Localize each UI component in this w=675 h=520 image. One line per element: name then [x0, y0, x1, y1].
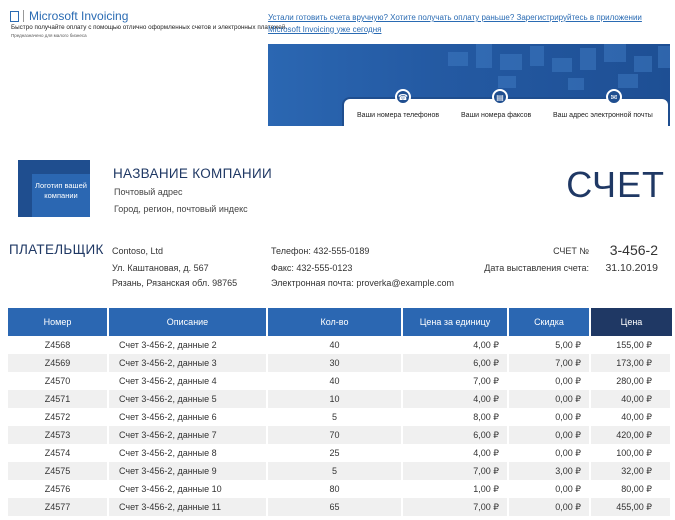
table-header-row — [8, 308, 672, 336]
table-cell: 5 — [268, 462, 403, 480]
company-name: НАЗВАНИЕ КОМПАНИИ — [113, 166, 272, 181]
invoice-number: 3-456-2 — [609, 242, 658, 258]
bill-to-phone: Телефон: 432-555-0189 — [271, 246, 370, 256]
envelope-icon: ✉ — [606, 89, 622, 105]
table-cell: 70 — [268, 426, 403, 444]
table-cell: 4,00 ₽ — [403, 336, 509, 354]
company-logo-placeholder[interactable]: Логотип вашей компании — [32, 174, 90, 217]
table-cell: Счет 3-456-2, данные 7 — [109, 426, 268, 444]
promo-link[interactable]: Устали готовить счета вручную? Хотите получать оплату раньше? Зарегистрируйтесь в приложении Microsoft Invoicing уже сегодня — [268, 13, 642, 34]
table-cell: 0,00 ₽ — [509, 498, 591, 516]
table-row — [8, 480, 672, 498]
bill-to-name: Contoso, Ltd — [112, 246, 164, 256]
table-cell: 7,00 ₽ — [403, 498, 509, 516]
table-cell: 10 — [268, 390, 403, 408]
fax-icon: ▤ — [492, 89, 508, 105]
table-cell: Счет 3-456-2, данные 11 — [109, 498, 268, 516]
column-header-price: Цена — [591, 308, 672, 336]
table-cell: 1,00 ₽ — [403, 480, 509, 498]
table-row — [8, 462, 672, 480]
brand-name: Microsoft Invoicing — [29, 9, 129, 23]
table-cell: 40 — [268, 336, 403, 354]
column-header-description: Описание — [109, 308, 268, 336]
table-cell: Z4568 — [8, 336, 109, 354]
invoice-logo-icon — [10, 11, 19, 22]
table-cell: 5 — [268, 408, 403, 426]
column-header-unit-price: Цена за единицу — [403, 308, 509, 336]
table-cell: Счет 3-456-2, данные 9 — [109, 462, 268, 480]
table-cell: Счет 3-456-2, данные 5 — [109, 390, 268, 408]
table-cell: 0,00 ₽ — [509, 372, 591, 390]
table-cell: 173,00 ₽ — [591, 354, 672, 372]
table-cell: 4,00 ₽ — [403, 444, 509, 462]
contact-tabs — [342, 92, 670, 126]
column-header-discount: Скидка — [509, 308, 591, 336]
logo-separator — [23, 10, 24, 22]
table-cell: Z4576 — [8, 480, 109, 498]
table-cell: Z4569 — [8, 354, 109, 372]
table-row — [8, 426, 672, 444]
table-cell: 40,00 ₽ — [591, 390, 672, 408]
table-row — [8, 444, 672, 462]
table-row — [8, 354, 672, 372]
table-cell: Z4574 — [8, 444, 109, 462]
invoice-items-table — [8, 308, 672, 516]
table-cell: 40,00 ₽ — [591, 408, 672, 426]
table-cell: 455,00 ₽ — [591, 498, 672, 516]
table-cell: 7,00 ₽ — [403, 462, 509, 480]
bill-to-street: Ул. Каштановая, д. 567 — [112, 263, 209, 273]
table-cell: 40 — [268, 372, 403, 390]
invoice-number-label: СЧЕТ № — [553, 246, 589, 256]
bill-to-email: Электронная почта: proverka@example.com — [271, 278, 454, 288]
table-cell: 0,00 ₽ — [509, 390, 591, 408]
table-cell: Z4573 — [8, 426, 109, 444]
table-cell: 80,00 ₽ — [591, 480, 672, 498]
table-cell: 7,00 ₽ — [509, 354, 591, 372]
invoice-date-label: Дата выставления счета: — [484, 263, 589, 273]
table-cell: Z4571 — [8, 390, 109, 408]
small-print: Предназначено для малого бизнеса — [11, 33, 87, 38]
table-cell: 0,00 ₽ — [509, 408, 591, 426]
invoice-date: 31.10.2019 — [605, 262, 658, 274]
table-cell: Счет 3-456-2, данные 8 — [109, 444, 268, 462]
microsoft-invoicing-logo — [10, 8, 128, 24]
table-cell: 5,00 ₽ — [509, 336, 591, 354]
table-cell: Z4570 — [8, 372, 109, 390]
company-city: Город, регион, почтовый индекс — [114, 204, 248, 214]
table-cell: Z4575 — [8, 462, 109, 480]
table-cell: 0,00 ₽ — [509, 444, 591, 462]
invoice-title: СЧЕТ — [566, 164, 665, 205]
table-row — [8, 498, 672, 516]
column-header-number: Номер — [8, 308, 109, 336]
table-cell: 280,00 ₽ — [591, 372, 672, 390]
table-cell: 4,00 ₽ — [403, 390, 509, 408]
tab-phone[interactable]: Ваши номера телефонов — [357, 112, 440, 119]
table-cell: 6,00 ₽ — [403, 426, 509, 444]
company-address: Почтовый адрес — [114, 187, 183, 197]
table-cell: 155,00 ₽ — [591, 336, 672, 354]
table-row — [8, 336, 672, 354]
table-row — [8, 408, 672, 426]
table-cell: 30 — [268, 354, 403, 372]
table-row — [8, 372, 672, 390]
table-cell: 0,00 ₽ — [509, 480, 591, 498]
tab-fax[interactable]: Ваши номера факсов — [461, 112, 532, 119]
table-cell: 8,00 ₽ — [403, 408, 509, 426]
table-cell: Z4577 — [8, 498, 109, 516]
table-cell: 3,00 ₽ — [509, 462, 591, 480]
table-row — [8, 390, 672, 408]
table-cell: 32,00 ₽ — [591, 462, 672, 480]
table-cell: Счет 3-456-2, данные 3 — [109, 354, 268, 372]
tagline: Быстро получайте оплату с помощью отлично оформленных счетов и электронных платежей. — [11, 24, 288, 31]
table-cell: Счет 3-456-2, данные 10 — [109, 480, 268, 498]
bill-to-label: ПЛАТЕЛЬЩИК — [9, 242, 104, 257]
bill-to-fax: Факс: 432-555-0123 — [271, 263, 353, 273]
table-cell: 25 — [268, 444, 403, 462]
table-cell: 6,00 ₽ — [403, 354, 509, 372]
table-cell: Счет 3-456-2, данные 4 — [109, 372, 268, 390]
table-cell: 7,00 ₽ — [403, 372, 509, 390]
table-cell: 420,00 ₽ — [591, 426, 672, 444]
table-cell: Счет 3-456-2, данные 6 — [109, 408, 268, 426]
table-cell: 65 — [268, 498, 403, 516]
table-cell: Счет 3-456-2, данные 2 — [109, 336, 268, 354]
column-header-quantity: Кол-во — [268, 308, 403, 336]
table-cell: 80 — [268, 480, 403, 498]
phone-icon: ☎ — [395, 89, 411, 105]
table-cell: 0,00 ₽ — [509, 426, 591, 444]
table-cell: 100,00 ₽ — [591, 444, 672, 462]
tab-email[interactable]: Ваш адрес электронной почты — [553, 112, 653, 119]
bill-to-city: Рязань, Рязанская обл. 98765 — [112, 278, 238, 288]
table-cell: Z4572 — [8, 408, 109, 426]
